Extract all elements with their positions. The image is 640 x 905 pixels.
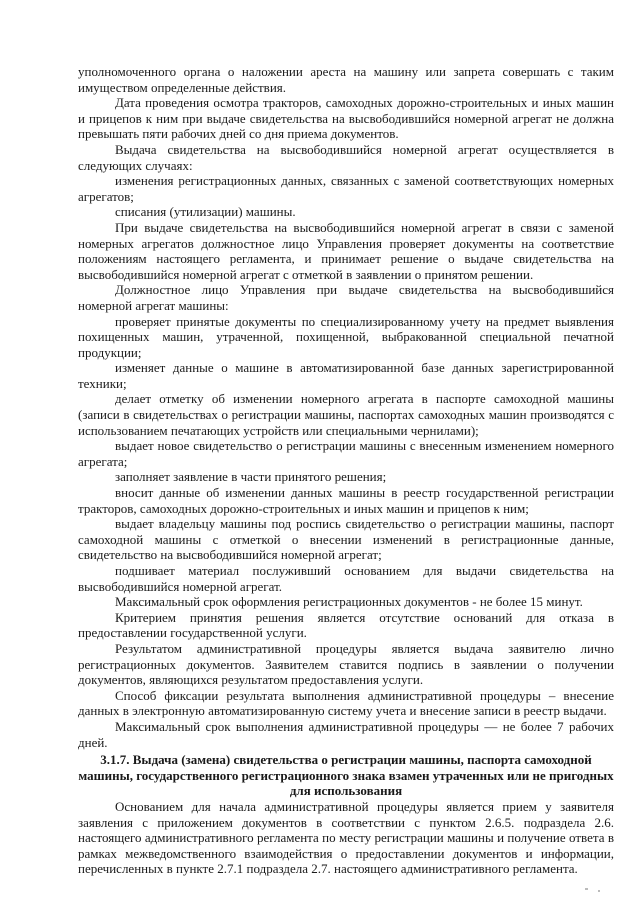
paragraph: Результатом административной процедуры является выдача заявителю лично регистрационных документов. Заявителем ставится подпись в заявлении о получении документов, являющихся результатом предоставления услуги.	[78, 640, 614, 688]
section-heading: 3.1.7. Выдача (замена) свидетельства о регистрации машины, паспорта самоходной машины, государственного регистрационного знака взамен утраченных или не пригодных для использования	[78, 752, 614, 799]
scan-speck	[598, 890, 600, 892]
list-item: изменяет данные о машине в автоматизированной базе данных зарегистрированной техники;	[78, 360, 614, 391]
scan-speck	[585, 888, 588, 890]
paragraph: уполномоченного органа о наложении ареста на машину или запрета совершать с таким имуществом определенные действия.	[78, 64, 614, 95]
list-item: делает отметку об изменении номерного агрегата в паспорте самоходной машины (записи в свидетельствах о регистрации машины, паспортах самоходных машин производятся с использованием печатающих устройств или специальными чернилами);	[78, 391, 614, 438]
list-item: заполняет заявление в части принятого решения;	[115, 469, 387, 485]
paragraph: Максимальный срок выполнения административной процедуры — не более 7 рабочих дней.	[78, 718, 614, 750]
list-item: изменения регистрационных данных, связанных с заменой соответствующих номерных агрегатов;	[78, 173, 614, 204]
paragraph: Должностное лицо Управления при выдаче свидетельства на высвободившийся номерной агрегат машины:	[78, 282, 614, 313]
list-item: выдает владельцу машины под роспись свидетельство о регистрации машины, паспорт самоходной машины с отметкой о внесении изменений в регистрационные данные, свидетельство на высвободившийся номерной агрегат;	[78, 516, 614, 563]
list-item: списания (утилизации) машины.	[115, 204, 296, 220]
paragraph: При выдаче свидетельства на высвободившийся номерной агрегат в связи с заменой номерных агрегатов должностное лицо Управления проверяет документы на соответствие положениям настоящего регламента, и принимает решение о выдаче свидетельства на высвободившийся номерной агрегат с отметкой в заявлении о принятом решении.	[78, 219, 614, 282]
list-item: подшивает материал послуживший основанием для выдачи свидетельства на высвободившийся номерной агрегат.	[78, 563, 614, 594]
paragraph: Способ фиксации результата выполнения административной процедуры – внесение данных в электронную автоматизированную систему учета и внесение записи в реестр выдачи.	[78, 687, 614, 719]
list-item: вносит данные об изменении данных машины в реестр государственной регистрации тракторов, самоходных дорожно-строительных и иных машин и прицепов к ним;	[78, 485, 614, 516]
paragraph: Критерием принятия решения является отсутствие оснований для отказа в предоставлении государственной услуги.	[78, 609, 614, 641]
paragraph: Основанием для начала административной процедуры является прием у заявителя заявления с приложением документов в соответствии с пунктом 2.6.5. подраздела 2.6. настоящего административного регламента по месту регистрации машины и получение ответа в рамках межведомственного взаимодействия о предоставлении документов и информации, перечисленных в пункте 2.7.1 подраздела 2.7. настоящего административного регламента.	[78, 798, 614, 877]
paragraph: Выдача свидетельства на высвободившийся номерной агрегат осуществляется в следующих случаях:	[78, 141, 614, 173]
list-item: проверяет принятые документы по специализированному учету на предмет выявления похищенных машин, утраченной, похищенной, выбракованной специальной печатной продукции;	[78, 313, 614, 360]
paragraph: Дата проведения осмотра тракторов, самоходных дорожно-строительных и иных машин и прицепов к ним при выдаче свидетельства на высвободившийся номерной агрегат не должна превышать пяти рабочих дней со дня приема документов.	[78, 95, 614, 142]
paragraph: Максимальный срок оформления регистрационных документов - не более 15 минут.	[115, 594, 583, 610]
list-item: выдает новое свидетельство о регистрации машины с внесенным изменением номерного агрегата;	[78, 438, 614, 469]
